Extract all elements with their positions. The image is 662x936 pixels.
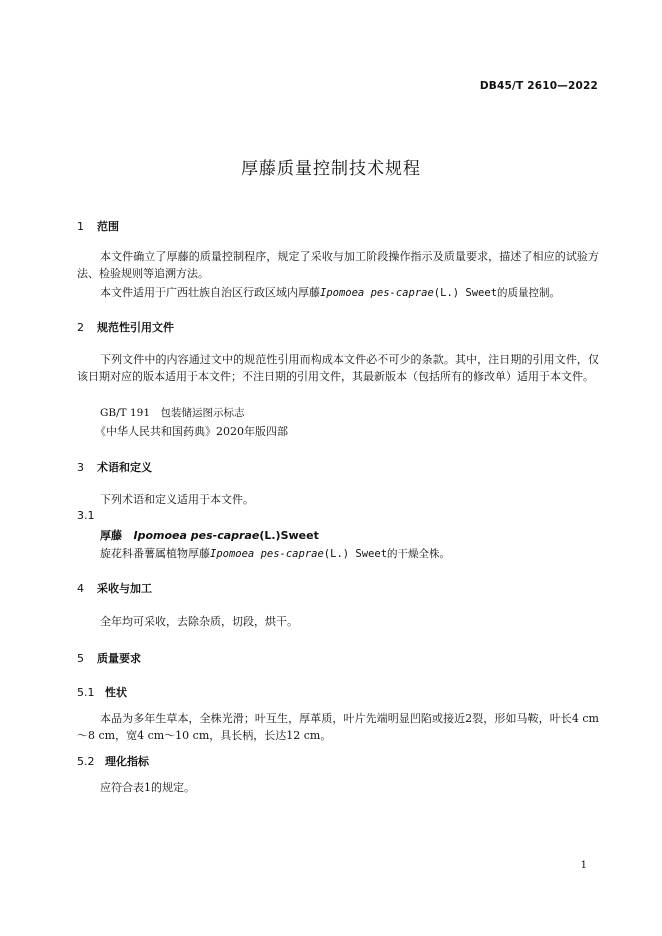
document-code: DB45/T 2610—2022 <box>479 80 598 92</box>
subsection-5-2-heading <box>77 753 149 769</box>
text: (L.) Sweet的质量控制。 <box>433 287 561 299</box>
text: 本文件适用于广西壮族自治区行政区域内厚藤 <box>100 286 320 299</box>
term-author: (L.)Sweet <box>259 529 319 542</box>
reference-gbt191: GB/T 191 包装储运图示标志 <box>100 407 245 419</box>
section-number: 1 <box>77 220 84 233</box>
section-title: 术语和定义 <box>97 461 152 474</box>
section-2-heading <box>77 319 174 335</box>
subsection-5-1-heading <box>77 684 127 700</box>
section-number: 2 <box>77 321 84 334</box>
latin-name: Ipomoea pes-caprae <box>320 287 434 299</box>
section-number: 4 <box>77 582 84 595</box>
latin-name: Ipomoea pes-caprae <box>210 548 324 560</box>
subsection-number: 5.1 <box>77 686 95 699</box>
section-2-paragraph-1: 下列文件中的内容通过文中的规范性引用而构成本文件必不可少的条款。其中，注日期的引用文件，仅该日期对应的版本适用于本文件；不注日期的引用文件，其最新版本（包括所有的修改单）适用于本文件。 <box>77 353 599 383</box>
section-5-heading <box>77 650 141 666</box>
term-name: 厚藤 <box>100 529 122 542</box>
reference-pharmacopoeia: 《中华人民共和国药典》2020年版四部 <box>95 425 288 438</box>
section-number: 5 <box>77 652 84 665</box>
term-number: 3.1 <box>77 509 95 522</box>
section-1-heading <box>77 218 119 234</box>
document-title: 厚藤质量控制技术规程 <box>241 159 421 179</box>
section-1-paragraph-2 <box>100 284 560 300</box>
subsection-5-2-paragraph: 应符合表1的规定。 <box>100 781 195 794</box>
subsection-title: 性状 <box>105 686 127 699</box>
text: (L.) Sweet的干燥全株。 <box>323 548 451 560</box>
section-title: 质量要求 <box>97 652 141 665</box>
page-number: 1 <box>580 860 587 871</box>
section-3-heading <box>77 459 152 475</box>
subsection-5-1-paragraph: 本品为多年生草本，全株光滑；叶互生，厚革质，叶片先端明显凹陷或接近2裂，形如马鞍，叶长4 cm～8 cm，宽4 cm～10 cm，具长柄，长达12 cm。 <box>77 712 599 742</box>
section-title: 范围 <box>97 220 119 233</box>
text: 旋花科番薯属植物厚藤 <box>100 547 210 560</box>
term-heading <box>100 527 319 543</box>
section-3-paragraph-1: 下列术语和定义适用于本文件。 <box>100 493 254 506</box>
term-definition <box>100 545 450 561</box>
subsection-number: 5.2 <box>77 755 95 768</box>
section-1-paragraph-1: 本文件确立了厚藤的质量控制程序，规定了采收与加工阶段操作指示及质量要求，描述了相应的试验方法、检验规则等追溯方法。 <box>77 250 599 280</box>
term-latin: Ipomoea pes-caprae <box>133 529 260 542</box>
section-4-heading <box>77 580 152 596</box>
subsection-title: 理化指标 <box>105 755 149 768</box>
section-number: 3 <box>77 461 84 474</box>
section-title: 采收与加工 <box>97 582 152 595</box>
section-4-paragraph-1: 全年均可采收，去除杂质，切段，烘干。 <box>100 615 298 628</box>
section-title: 规范性引用文件 <box>97 321 174 334</box>
